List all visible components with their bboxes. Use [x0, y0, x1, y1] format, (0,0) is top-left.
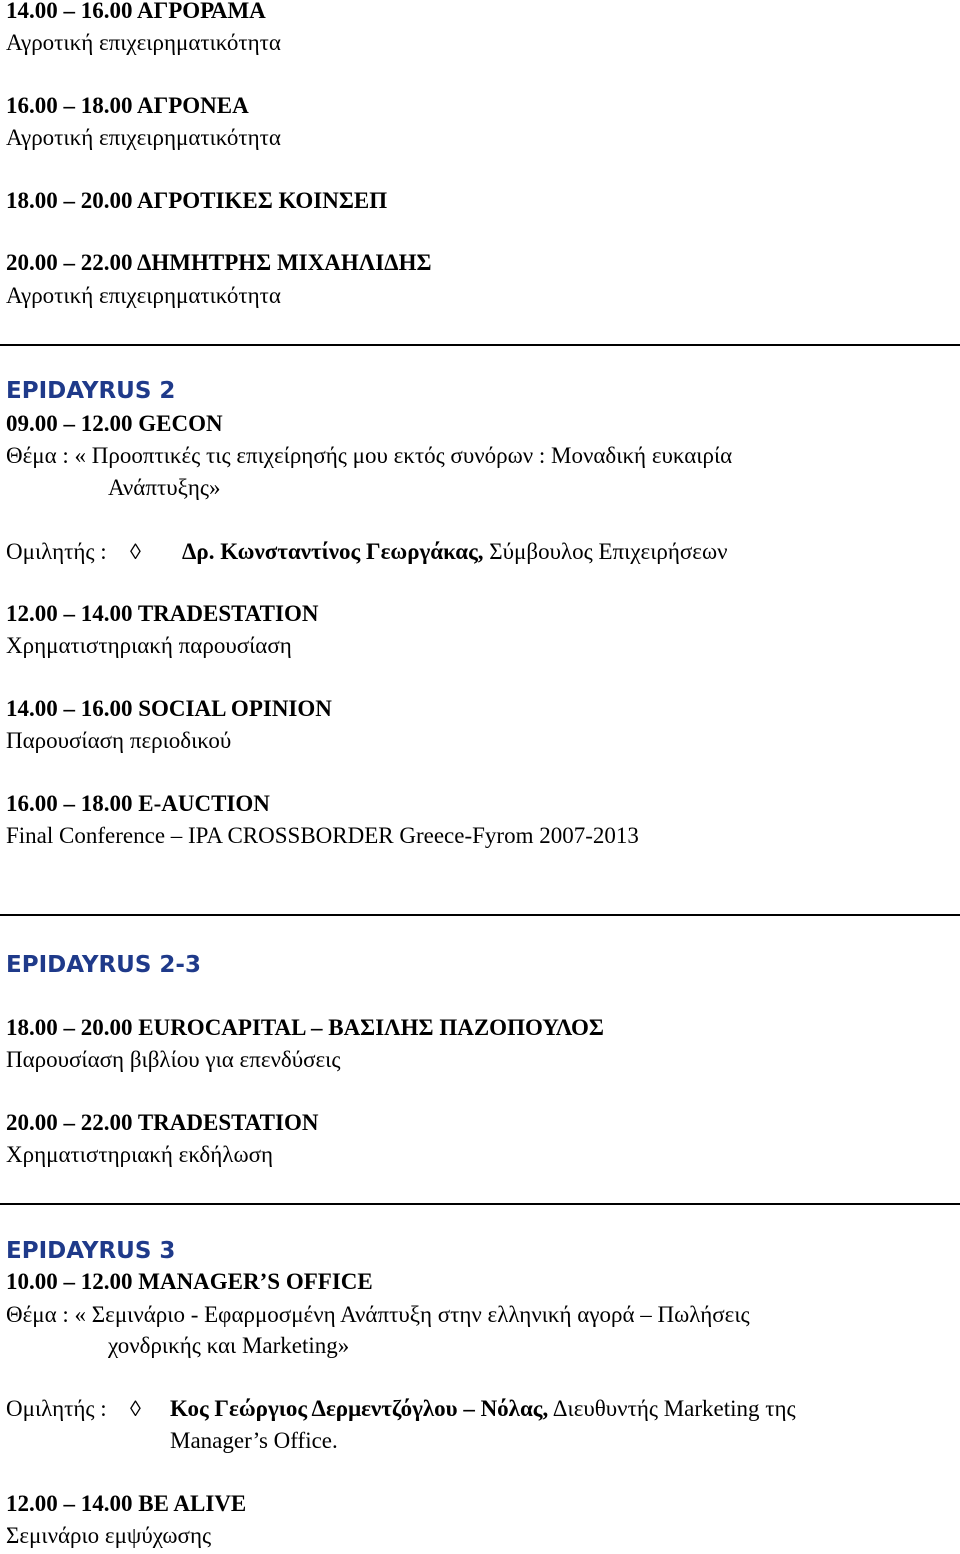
session-topic: Χρηματιστηριακή παρουσίαση [6, 633, 292, 658]
section-divider [0, 1203, 960, 1205]
section-heading: EPIDAYRUS 2 [6, 378, 176, 404]
session-header: 10.00 – 12.00 MANAGER’S OFFICE [6, 1269, 373, 1294]
diamond-bullet-icon: ◊ [130, 1396, 141, 1421]
section-heading: EPIDAYRUS 2-3 [6, 952, 201, 978]
speaker-info: Δρ. Κωνσταντίνος Γεωργάκας, Σύμβουλος Επιχειρήσεων [182, 539, 728, 564]
section-divider [0, 914, 960, 916]
session-header: 12.00 – 14.00 BE ALIVE [6, 1491, 247, 1516]
speaker-info-cont: Manager’s Office. [170, 1428, 338, 1453]
session-theme: Θέμα : « Σεμινάριο - Εφαρμοσμένη Ανάπτυξη στην ελληνική αγορά – Πωλήσεις [6, 1302, 750, 1327]
session-theme: Θέμα : « Προοπτικές τις επιχείρησής μου εκτός συνόρων : Μοναδική ευκαιρία [6, 443, 733, 468]
session-topic: Παρουσίαση βιβλίου για επενδύσεις [6, 1047, 341, 1072]
session-topic: Σεμινάριο εμψύχωσης [6, 1523, 212, 1548]
section-heading: EPIDAYRUS 3 [6, 1238, 176, 1264]
session-header: 16.00 – 18.00 ΑΓΡΟΝΕΑ [6, 93, 249, 118]
session-topic: Χρηματιστηριακή εκδήλωση [6, 1142, 274, 1167]
session-header: 20.00 – 22.00 TRADESTATION [6, 1110, 319, 1135]
speaker-label: Ομιλητής : [6, 539, 107, 564]
session-topic: Αγροτική επιχειρηματικότητα [6, 30, 281, 55]
session-header: 14.00 – 16.00 SOCIAL OPINION [6, 696, 332, 721]
session-topic: Αγροτική επιχειρηματικότητα [6, 283, 281, 308]
diamond-bullet-icon: ◊ [130, 539, 141, 564]
session-header: 16.00 – 18.00 E-AUCTION [6, 791, 270, 816]
session-topic: Παρουσίαση περιοδικού [6, 728, 232, 753]
session-topic: Final Conference – IPA CROSSBORDER Greece-Fyrom 2007-2013 [6, 823, 639, 848]
session-theme-cont: Ανάπτυξης» [108, 475, 221, 500]
speaker-info: Κος Γεώργιος Δερμεντζόγλου – Νόλας, Διευθυντής Marketing της [170, 1396, 796, 1421]
speaker-label: Ομιλητής : [6, 1396, 107, 1421]
session-header: 12.00 – 14.00 TRADESTATION [6, 601, 319, 626]
session-header: 18.00 – 20.00 ΑΓΡΟΤΙΚΕΣ ΚΟΙΝΣΕΠ [6, 188, 388, 213]
session-header: 20.00 – 22.00 ΔΗΜΗΤΡΗΣ ΜΙΧΑΗΛΙΔΗΣ [6, 250, 432, 275]
session-topic: Αγροτική επιχειρηματικότητα [6, 125, 281, 150]
session-header: 18.00 – 20.00 EUROCAPITAL – ΒΑΣΙΛΗΣ ΠΑΖΟΠΟΥΛΟΣ [6, 1015, 604, 1040]
session-header: 14.00 – 16.00 ΑΓΡΟΡΑΜΑ [6, 0, 266, 23]
session-theme-cont: χονδρικής και Marketing» [108, 1333, 350, 1358]
section-divider [0, 344, 960, 346]
session-header: 09.00 – 12.00 GECON [6, 411, 223, 436]
